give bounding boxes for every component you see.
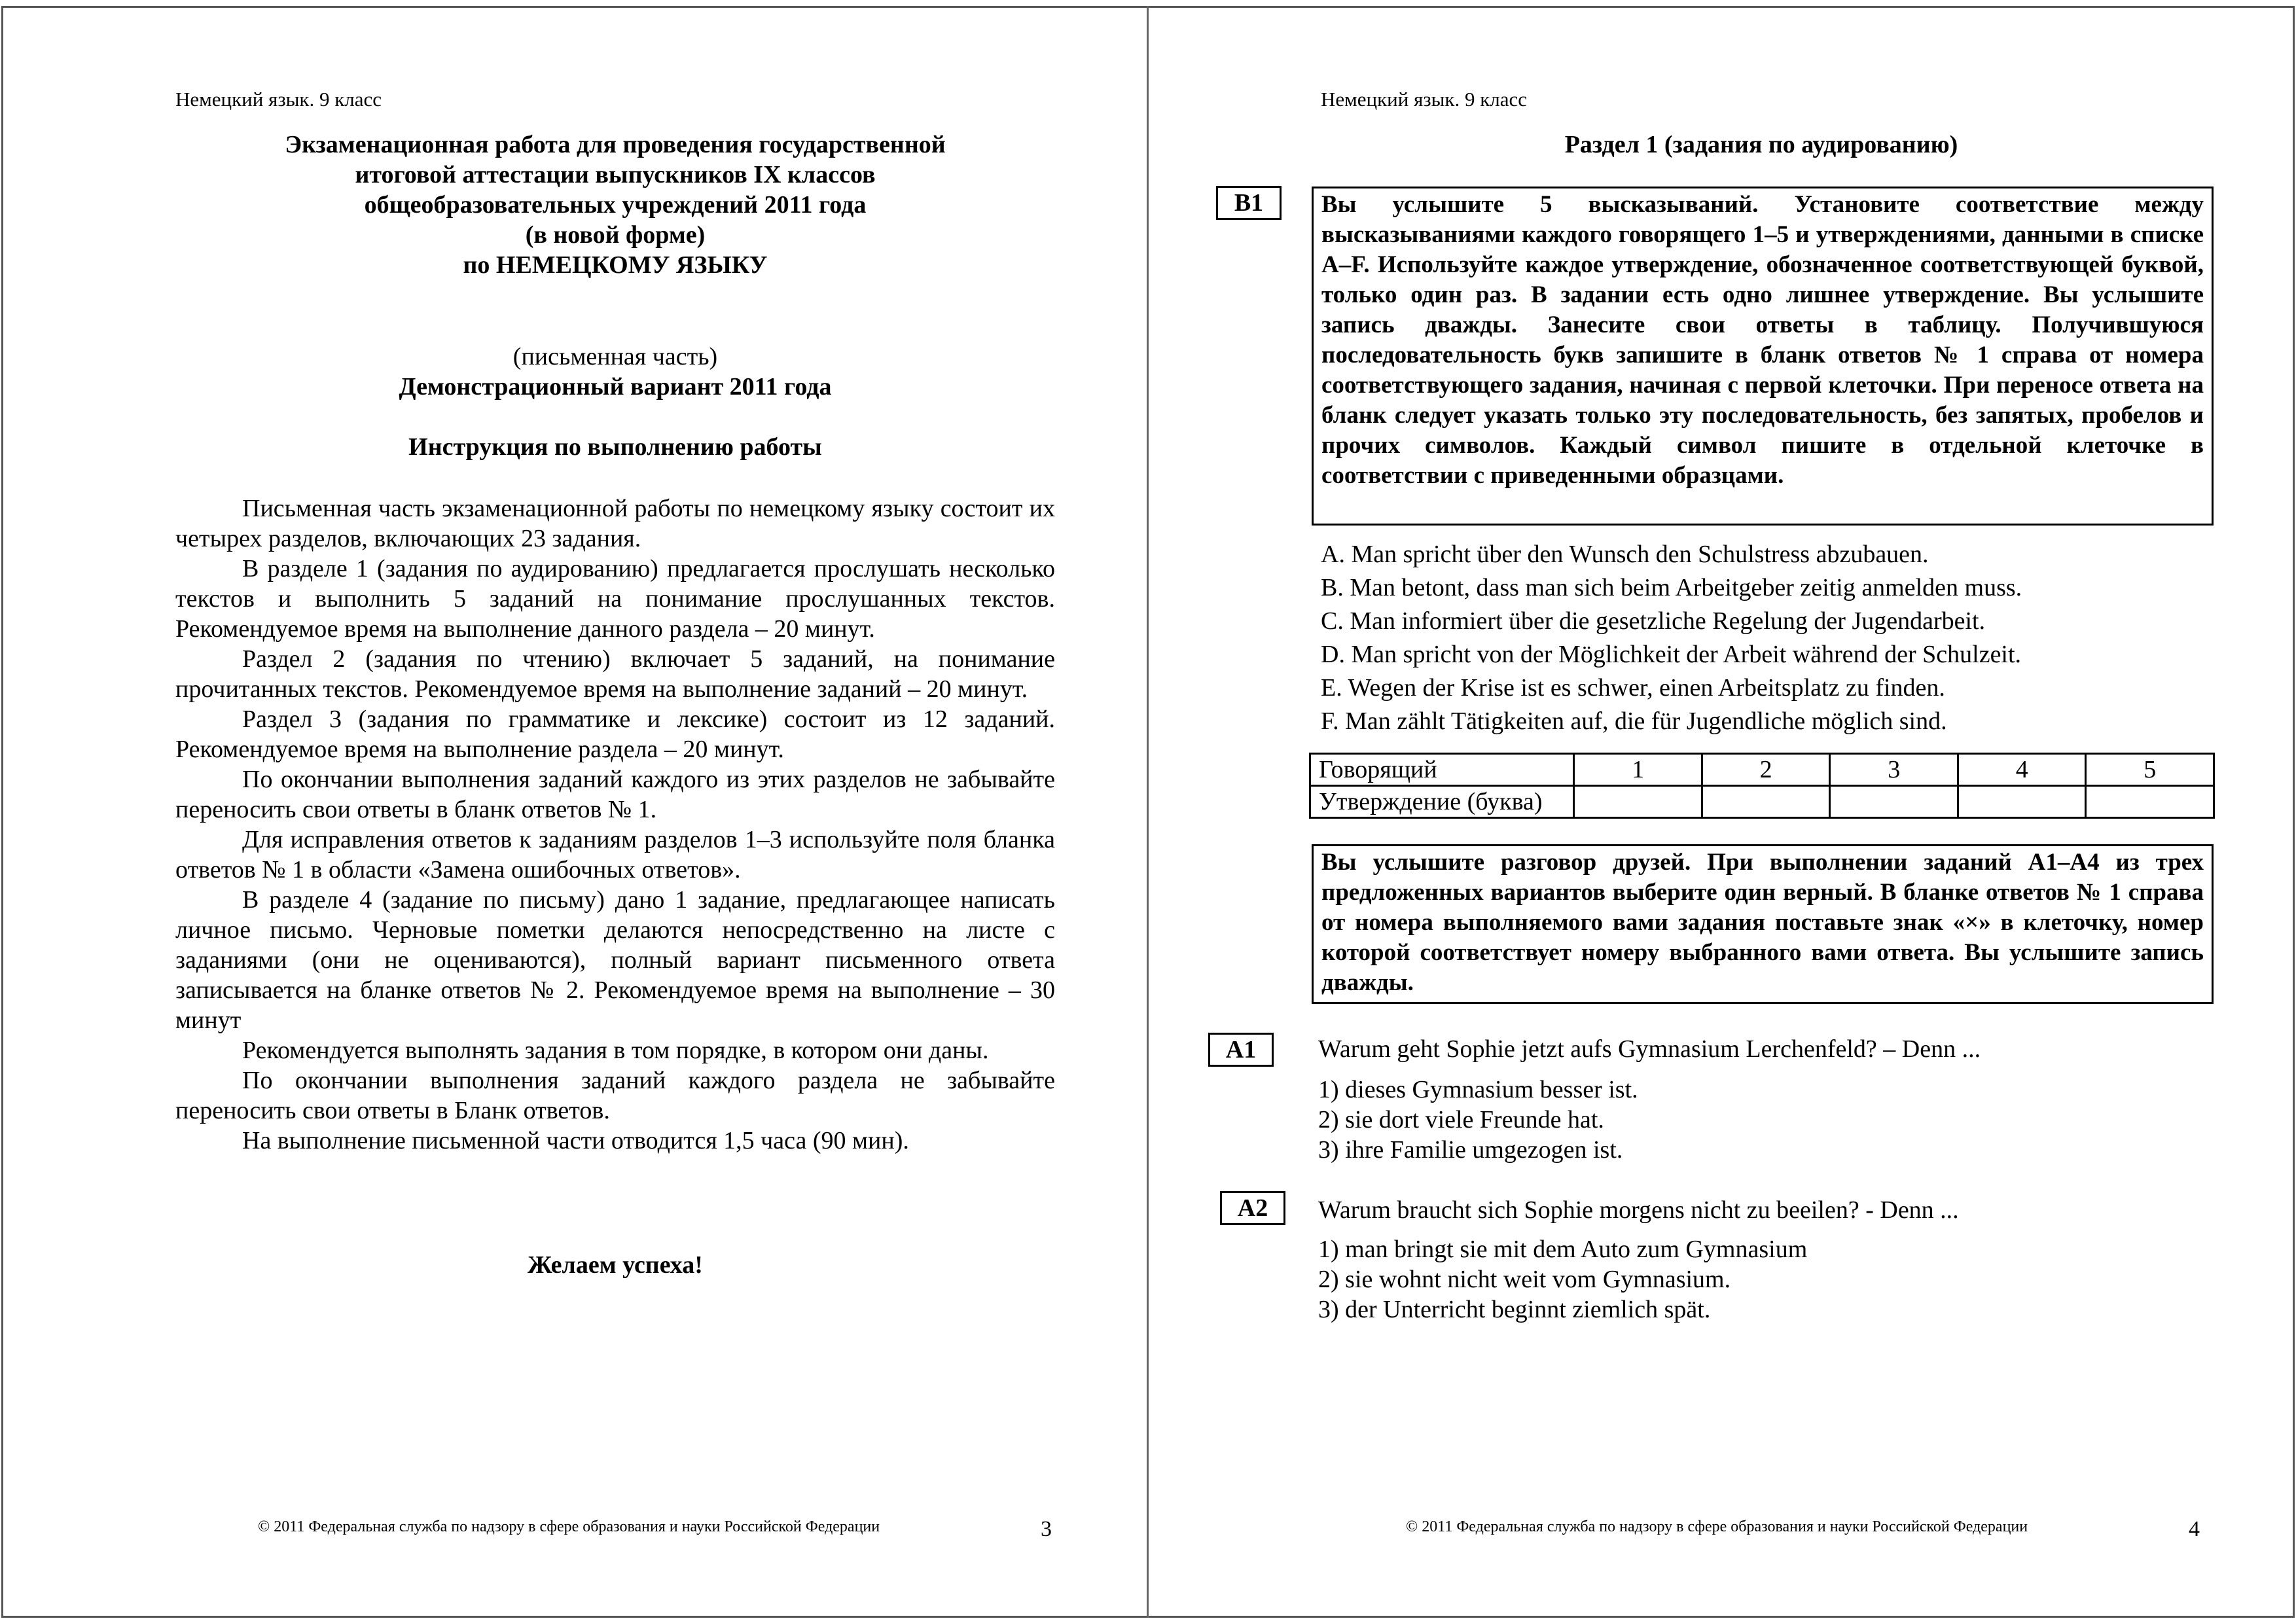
statement-item: E. Wegen der Krise ist es schwer, einen Arbeitsplatz zu finden. bbox=[1321, 674, 1945, 702]
answer-cell[interactable] bbox=[1830, 786, 1958, 818]
statement-item: B. Man betont, dass man sich beim Arbeitgeber zeitig anmelden muss. bbox=[1321, 574, 2022, 601]
table-row bbox=[1310, 754, 2214, 786]
instruction-paragraph: Рекомендуется выполнять задания в том порядке, в котором они даны. bbox=[242, 1037, 989, 1064]
answer-cell[interactable] bbox=[2086, 786, 2214, 818]
instruction-paragraph: Раздел 2 (задания по чтению) включает 5 заданий, на понимание прочитанных текстов. Рекомендуемое время на выполнение заданий – 20 минут. bbox=[175, 645, 1055, 703]
answer-option: 2) sie dort viele Freunde hat. bbox=[1318, 1106, 1604, 1133]
b1-statements bbox=[1321, 538, 2022, 738]
table-row bbox=[1310, 786, 2214, 818]
answer-option: 3) der Unterricht beginnt ziemlich spät. bbox=[1318, 1296, 1711, 1323]
b1-answer-table bbox=[1309, 753, 2215, 819]
left-page-header: Немецкий язык. 9 класс bbox=[175, 88, 382, 111]
page-divider bbox=[1147, 6, 1149, 1618]
table-row-label: Говорящий bbox=[1310, 754, 1574, 786]
demo-variant-title: Демонстрационный вариант 2011 года bbox=[399, 373, 832, 401]
subtitle: (письменная часть) bbox=[512, 343, 718, 370]
wish-text: Желаем успеха! bbox=[528, 1251, 703, 1279]
statement-item: A. Man spricht über den Wunsch den Schulstress abzubauen. bbox=[1321, 541, 1929, 568]
statement-item: D. Man spricht von der Möglichkeit der Arbeit während der Schulzeit. bbox=[1321, 641, 2022, 668]
b1-instruction-box: Вы услышите 5 высказываний. Установите соответствие между высказываниями каждого говорящего 1–5 и утверждениями, данными в списке A–F. Используйте каждое утверждение, обозначенное соответствующей буквой, только один раз. В задании есть одно лишнее утверждение. Вы услышите запись дважды. Занесите свои ответы в таблицу. Получившуюся последовательность букв запишите в бланк ответов № 1 справа от номера соответствующего задания, начиная с первой клеточки. При переносе ответа на бланк следует указать только эту последовательность, без запятых, пробелов и прочих символов. Каждый символ пишите в отдельной клеточке в соответствии с приведенными образцами. bbox=[1312, 187, 2214, 526]
instruction-body bbox=[175, 493, 1055, 1156]
right-footer-copyright: © 2011 Федеральная служба по надзору в сфере образования и науки Российской Федерации bbox=[1406, 1518, 2028, 1535]
title-line: итоговой аттестации выпускников IX классов bbox=[355, 161, 876, 188]
instruction-paragraph: Раздел 3 (задания по грамматике и лексике) состоит из 12 заданий. Рекомендуемое время на выполнение раздела – 20 минут. bbox=[175, 705, 1055, 763]
speaker-number: 5 bbox=[2086, 754, 2214, 786]
answer-option: 1) man bringt sie mit dem Auto zum Gymnasium bbox=[1318, 1236, 1808, 1263]
answer-cell[interactable] bbox=[1574, 786, 1702, 818]
speaker-number: 1 bbox=[1574, 754, 1702, 786]
task-label-a2: A2 bbox=[1220, 1191, 1285, 1225]
section-title: Раздел 1 (задания по аудированию) bbox=[1564, 131, 1958, 158]
question-a2: Warum braucht sich Sophie morgens nicht zu beeilen? - Denn ... bbox=[1318, 1196, 1959, 1224]
instruction-paragraph: Письменная часть экзаменационной работы по немецкому языку состоит их четырех разделов, включающих 23 задания. bbox=[175, 495, 1055, 552]
task-label-b1: B1 bbox=[1216, 186, 1282, 220]
statement-item: F. Man zählt Tätigkeiten auf, die für Jugendliche möglich sind. bbox=[1321, 707, 1947, 735]
exam-title bbox=[175, 130, 1055, 280]
answer-cell[interactable] bbox=[1958, 786, 2086, 818]
instruction-paragraph: По окончании выполнения заданий каждого раздела не забывайте переносить свои ответы в Бланк ответов. bbox=[175, 1067, 1055, 1124]
answer-cell[interactable] bbox=[1702, 786, 1830, 818]
speaker-number: 4 bbox=[1958, 754, 2086, 786]
title-line: по НЕМЕЦКОМУ ЯЗЫКУ bbox=[463, 251, 768, 279]
answer-option: 3) ihre Familie umgezogen ist. bbox=[1318, 1136, 1623, 1164]
speaker-number: 2 bbox=[1702, 754, 1830, 786]
speaker-number: 3 bbox=[1830, 754, 1958, 786]
answer-option: 2) sie wohnt nicht weit vom Gymnasium. bbox=[1318, 1266, 1731, 1293]
question-a1: Warum geht Sophie jetzt aufs Gymnasium Lerchenfeld? – Denn ... bbox=[1318, 1035, 1981, 1063]
a-tasks-instruction-box: Вы услышите разговор друзей. При выполнении заданий A1–A4 из трех предложенных вариантов выберите один верный. В бланке ответов № 1 справа от номера выполняемого вами задания поставьте знак «×» в клеточку, номер которой соответствует номеру выбранного вами ответа. Вы услышите запись дважды. bbox=[1312, 844, 2214, 1004]
title-line: общеобразовательных учреждений 2011 года bbox=[364, 191, 867, 219]
instruction-paragraph: В разделе 4 (задание по письму) дано 1 задание, предлагающее написать личное письмо. Черновые пометки делаются непосредственно на листе с заданиями (они не оцениваются), полный вариант письменного ответа записывается на бланке ответов № 2. Рекомендуемое время на выполнение – 30 минут bbox=[175, 886, 1055, 1034]
answer-option: 1) dieses Gymnasium besser ist. bbox=[1318, 1076, 1638, 1103]
statement-item: C. Man informiert über die gesetzliche Regelung der Jugendarbeit. bbox=[1321, 607, 1986, 635]
instruction-paragraph: На выполнение письменной части отводится 1,5 часа (90 мин). bbox=[242, 1127, 909, 1154]
title-line: (в новой форме) bbox=[525, 221, 706, 249]
instruction-paragraph: Для исправления ответов к заданиям разделов 1–3 используйте поля бланка ответов № 1 в области «Замена ошибочных ответов». bbox=[175, 826, 1055, 883]
right-page-header: Немецкий язык. 9 класс bbox=[1321, 88, 1528, 111]
right-page-number: 4 bbox=[2189, 1517, 2200, 1541]
left-page-number: 3 bbox=[1041, 1517, 1052, 1541]
instruction-paragraph: В разделе 1 (задания по аудированию) предлагается прослушать несколько текстов и выполнить 5 заданий на понимание прослушанных текстов. Рекомендуемое время на выполнение данного раздела – 20 минут. bbox=[175, 555, 1055, 643]
task-label-a1: A1 bbox=[1208, 1033, 1274, 1067]
left-footer-copyright: © 2011 Федеральная служба по надзору в сфере образования и науки Российской Федерации bbox=[258, 1518, 880, 1535]
title-line: Экзаменационная работа для проведения государственной bbox=[285, 131, 946, 158]
table-row-label: Утверждение (буква) bbox=[1310, 786, 1574, 818]
instruction-heading: Инструкция по выполнению работы bbox=[408, 433, 822, 461]
instruction-paragraph: По окончании выполнения заданий каждого из этих разделов не забывайте переносить свои ответы в бланк ответов № 1. bbox=[175, 766, 1055, 823]
